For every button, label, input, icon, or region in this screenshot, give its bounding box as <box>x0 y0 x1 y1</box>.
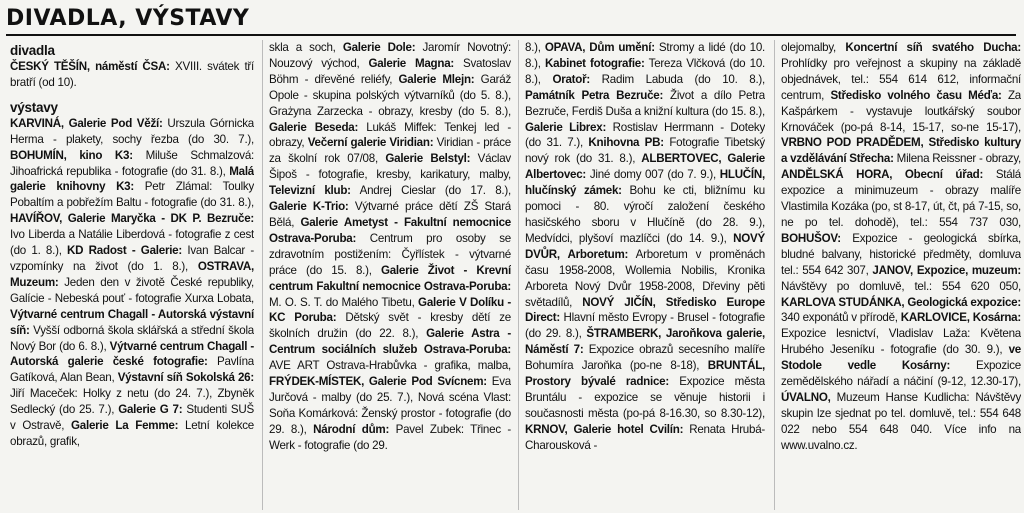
listing-paragraph <box>525 40 765 454</box>
venue-name: Galerie V Dolíku - KC Poruba: <box>269 295 511 325</box>
listing-text: Václav Šipoš - fotografie, kresby, karikatury, malby, <box>269 152 511 182</box>
venue-name: KARLOVA STUDÁNKA, Geologická expozice: <box>781 295 1021 309</box>
venue-name: ALBERTOVEC, Galerie Albertovec: <box>525 152 765 182</box>
listing-text: Život a dílo Petra Bezruče, Ferdiš Duša a knižní kultura (do 15. 8.), <box>525 88 765 118</box>
listing-text: Arboretum v proměnách času 1958-2008, Wollemia Nobilis, Kronika Arboreta Nový Dvůr 1958-2008, Dřeviny pěti světadílů, <box>525 247 765 309</box>
venue-name: Galerie Mlejn: <box>398 72 475 86</box>
listing-text: Pavel Zubek: Třinec - Werk - fotografie (do 29. <box>269 422 511 452</box>
page-title: DIVADLA, VÝSTAVY <box>6 4 1016 36</box>
venue-name: Výstavní síň Sokolská 26: <box>117 371 254 385</box>
listing-text: Renata Hrubá-Charousková - <box>525 422 765 452</box>
listing-text: Fotografie Tibetský nový rok (do 31. 8.), <box>525 136 765 166</box>
venue-name: Památník Petra Bezruče: <box>525 88 664 102</box>
listing-text: 340 exponátů v přírodě, <box>781 311 901 325</box>
listing-text: Stromy a lidé (do 10. 8.), <box>525 41 765 70</box>
venue-name: KD Radost - Galerie: <box>67 244 182 258</box>
listing-text: Radim Labuda (do 10. 8.), <box>590 72 765 86</box>
venue-name: Galerie Beseda: <box>269 120 359 134</box>
venue-name: ANDĚLSKÁ HORA, Obecní úřad: <box>781 168 984 182</box>
venue-name: NOVÝ JIČÍN, Středisko Europe Direct: <box>525 295 765 325</box>
venue-name: ČESKÝ TĚŠÍN, náměstí ČSA: <box>10 60 170 73</box>
listing-text: AVE ART Ostrava-Hrabůvka - grafika, malba, <box>269 359 511 373</box>
listing-text: Hlavní město Evropy - Brusel - fotografie (do 29. 8.), <box>525 311 765 341</box>
venue-name: HLUČÍN, hlučínský zámek: <box>525 168 765 198</box>
listing-text: Bohu ke cti, bližnímu ku pomoci - 80. výročí založení českého hasičského sboru v Hlučíně (do 28. 9.), Medvídci, plyšoví mazlíčci (do 14. 9.), <box>525 184 765 245</box>
listing-text: Studenti SUŠ v Ostravě, <box>10 403 254 433</box>
listing-text: Rostislav Herrmann - Doteky (do 31. 7.), <box>525 120 765 150</box>
listing-text: Jeden den v životě České republiky, Galície - Nebeská pouť - fotografie Xurxa Lobata, <box>10 275 254 305</box>
column-3 <box>518 40 765 510</box>
venue-name: NOVÝ DVŮR, Arboretum: <box>525 231 765 261</box>
column-2 <box>262 40 511 510</box>
listing-text: Eva Jurčová - malby (do 25. 7.), Nová scéna Vlast: Soňa Komárková: Ženský prostor - fotografie (do 29. 8.), <box>269 375 511 436</box>
listing-text: Andrej Cieslar (do 17. 8.), <box>350 184 511 198</box>
listing-text: Expozice lesnictví, Vladislav Laža: Květena Hrubého Jeseníku - fotografie (do 30. 9.), <box>781 327 1021 357</box>
listing-text: Za Kašpárkem - vystavuje loutkářský soubor Krnováček (po-pá 8-14, 15-17, so-ne 15-17), <box>781 88 1021 134</box>
venue-name: Galerie Život - Krevní centrum Fakultní nemocnice Ostrava-Poruba: <box>269 263 511 293</box>
venue-name: Galerie Astra - Centrum sociálních služeb Ostrava-Poruba: <box>269 327 511 357</box>
venue-name: Výtvarné centrum Chagall - Autorská galerie české fotografie: <box>10 339 254 369</box>
venue-name: BOHUMÍN, kino K3: <box>10 148 133 162</box>
listing-text: Expozice města Bruntálu - expozice se věnuje historii i současnosti města (po-pá 8-16.30, so 8.30-12), <box>525 375 765 420</box>
listing-text: skla a soch, <box>269 41 343 54</box>
listing-text: Urszula Górnicka Herma - plakety, sochy řezba (do 30. 7.), <box>10 116 254 146</box>
listing-text: Letní kolekce obrazů, grafik, <box>10 419 254 448</box>
listing-paragraph <box>781 40 1021 454</box>
listing-text: Viridian - práce za školní rok 07/08, <box>269 136 511 166</box>
listing-text: Milena Reissner - obrazy, <box>893 152 1021 166</box>
venue-name: Galerie K-Trio: <box>269 200 349 214</box>
venue-name: ŠTRAMBERK, Jaroňkova galerie, Náměstí 7: <box>525 327 765 357</box>
venue-name: BOHUŠOV: <box>781 231 841 245</box>
listing-text: XVIII. svátek tří bratří (od 10). <box>10 60 254 89</box>
venue-name: Galerie Librex: <box>525 120 607 134</box>
listing-text: Centrum pro osoby se zdravotním postižením: Čyřlístek - výtvarné práce (do 15. 8.), <box>269 231 511 277</box>
listing-text: Svatoslav Böhm - dřevěné reliéfy, <box>269 56 511 86</box>
listing-text: Ivo Liberda a Natálie Liberdová - fotografie z cest (do 1. 8.), <box>10 228 254 258</box>
column-1 <box>10 40 254 510</box>
listing-text: olejomalby, <box>781 41 846 54</box>
venue-name: OSTRAVA, Muzeum: <box>10 259 254 289</box>
column-4 <box>774 40 1021 510</box>
listing-text: Stálá expozice a minimuzeum - obrazy malíře Vlastimila Kozáka (po, st 8-17, út, čt, pá 7-15, so, ne po tel. dohodě), tel.: 554 737 030, <box>781 168 1021 229</box>
venue-name: Galerie La Femme: <box>71 419 179 433</box>
venue-name: Oratoř: <box>552 72 590 86</box>
listing-text: Jaromír Novotný: Nouzový východ, <box>269 41 511 70</box>
venue-name: ÚVALNO, <box>781 390 831 404</box>
listing-paragraph <box>10 116 254 450</box>
venue-name: KARVINÁ, Galerie Pod Věží: <box>10 116 163 130</box>
listing-text: Expozice obrazů secesního malíře Bohumíra Jaroňka (po-ne 8-18), <box>525 343 765 373</box>
listing-text: Tereza Vlčková (do 10. 8.), <box>525 56 765 86</box>
section-heading: divadla <box>10 43 55 58</box>
listing-text: Dětský svět - kresby dětí ze školních družin (do 22. 8.), <box>269 311 511 341</box>
venue-name: BRUNTÁL, Prostory bývalé radnice: <box>525 359 765 389</box>
listing-text: Jiří Maceček: Holky z netu (do 24. 7.), Zbyněk Sedlecký (do 25. 7.), <box>10 387 254 417</box>
venue-name: FRÝDEK-MÍSTEK, Galerie Pod Svícnem: <box>269 375 487 389</box>
venue-name: Knihovna PB: <box>588 136 664 150</box>
listing-text: 8.), <box>525 41 545 54</box>
venue-name: VRBNO POD PRADĚDEM, Středisko kultury a vzdělávání Střecha: <box>781 136 1021 166</box>
venue-name: Středisko volného času Méďa: <box>830 88 1002 102</box>
venue-name: Večerní galerie Viridian: <box>307 136 434 150</box>
venue-name: Koncertní síň svatého Ducha: <box>845 41 1021 54</box>
listing-text: Petr Zlámal: Toulky Pobaltím a pobřežím Baltu - fotografie (do 31. 8.), <box>10 180 254 210</box>
venue-name: KARLOVICE, Kosárna: <box>900 311 1021 325</box>
venue-name: Výtvarné centrum Chagall - Autorská výstavní síň: <box>10 307 254 337</box>
venue-name: Národní dům: <box>313 422 390 436</box>
venue-name: ve Stodole vedle Kosárny: <box>781 343 1021 373</box>
venue-name: Malá galerie knihovny K3: <box>10 164 254 194</box>
venue-name: HAVÍŘOV, Galerie Maryčka - DK P. Bezruče: <box>10 212 254 226</box>
venue-name: JANOV, Expozice, muzeum: <box>872 263 1021 277</box>
venue-name: Galerie Dole: <box>342 41 416 54</box>
listing-text: Ivan Balcar - vzpomínky na život (do 1. 8.), <box>10 244 254 273</box>
listing-text: Expozice zemědělského nářadí a náčiní (9-12, 12.30-17), <box>781 359 1021 389</box>
venue-name: Kabinet fotografie: <box>545 56 645 70</box>
venue-name: Galerie Magna: <box>368 56 455 70</box>
listing-paragraph <box>10 59 254 91</box>
listing-text: Pavlína Gatíková, Alan Bean, <box>10 355 254 385</box>
venue-name: Galerie G 7: <box>118 403 183 417</box>
listing-text: Prohlídky pro veřejnost a skupiny na základě objednávek, tel.: 554 614 612, informační centrum, <box>781 56 1021 102</box>
listing-text: Návštěvy po domluvě, tel.: 554 620 050, <box>781 279 1021 293</box>
listing-text: Miluše Schmalzová: Jihoafrická republika - fotografie (do 31. 8.), <box>10 148 254 178</box>
listing-text: M. O. S. T. do Malého Tibetu, <box>269 295 419 309</box>
venue-name: Galerie Ametyst - Fakultní nemocnice Ostrava-Poruba: <box>269 215 511 245</box>
venue-name: Galerie Belstyl: <box>385 152 471 166</box>
venue-name: OPAVA, Dům umění: <box>544 41 655 54</box>
section-heading: výstavy <box>10 99 58 115</box>
venue-name: KRNOV, Galerie hotel Cvilín: <box>525 422 684 436</box>
listing-text: Výtvarné práce dětí ZŠ Stará Bělá, <box>269 200 511 229</box>
listing-text: Expozice - geologická sbírka, bludné balvany, historické předměty, domluva tel.: 554 642 307, <box>781 231 1021 277</box>
listing-paragraph <box>269 40 511 454</box>
listing-text: Muzeum Hanse Kudlicha: Návštěvy skupin lze sjednat po tel. domluvě, tel.: 554 648 022 nebo 554 648 040. Více info na www.uvalno.cz. <box>781 390 1021 452</box>
listing-text: Vyšší odborná škola sklářská a střední škola Nový Bor (do 6. 8.), <box>10 323 254 353</box>
venue-name: Televizní klub: <box>269 184 351 198</box>
listing-text: Lukáš Miffek: Tenkej led - obrazy, <box>269 120 511 150</box>
listing-text: Jiné domy 007 (do 7. 9.), <box>586 168 720 182</box>
listing-text: Garáž Opole - skupina polských výtvarníků (do 5. 8.), Grażyna Zarzecka - obrazy, kresby (do 5. 8.), <box>269 72 511 118</box>
